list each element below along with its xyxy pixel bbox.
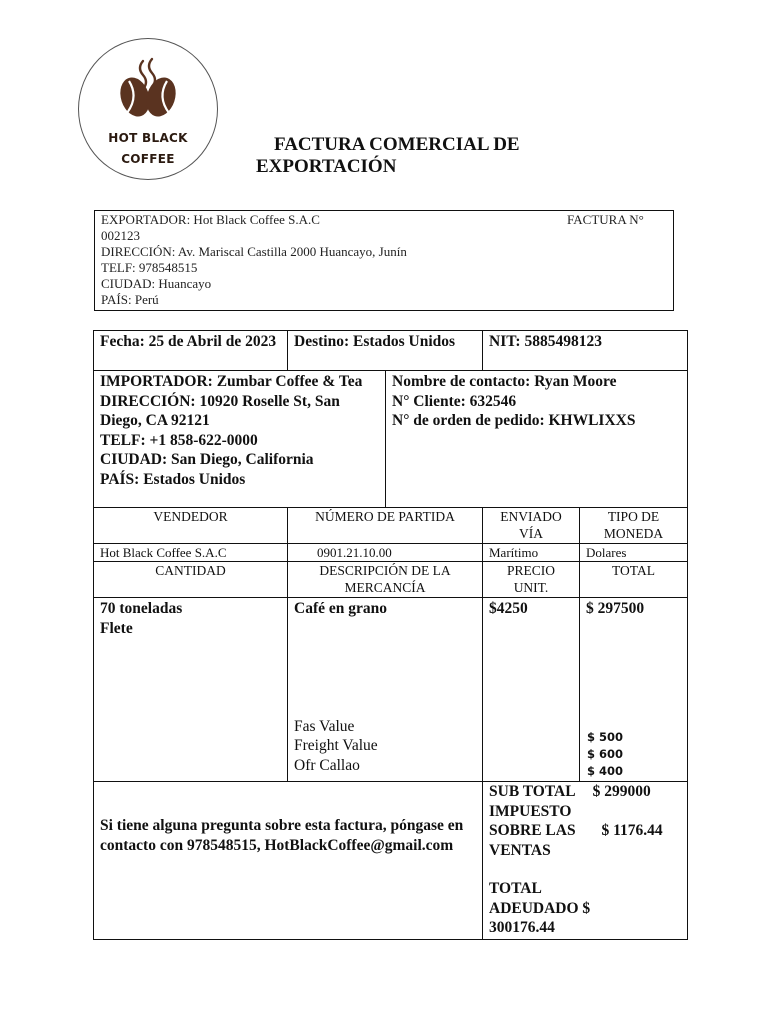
total-line1: $ 297500	[586, 600, 645, 617]
logo-text-line2: COFFEE	[121, 152, 175, 166]
shipped-via-header: ENVIADO VÍA	[483, 508, 580, 544]
total-due-label2: ADEUDADO $	[489, 899, 591, 917]
client-number: N° Cliente: 632546	[392, 392, 517, 410]
invoice-number: 002123	[101, 228, 140, 243]
logo-text-line1: HOT BLACK	[108, 131, 188, 145]
description-cell	[288, 598, 483, 782]
table-row	[94, 598, 688, 782]
exporter-phone: TELF: 978548515	[101, 260, 198, 275]
freight-value-label: Freight Value	[294, 737, 378, 754]
currency-value: Dolares	[580, 544, 688, 562]
invoice-number-label: FACTURA N°	[567, 212, 644, 227]
tax-value: $ 1176.44	[601, 822, 663, 839]
quantity-header: CANTIDAD	[94, 562, 288, 598]
tax-id: NIT: 5885498123	[483, 331, 688, 371]
importer-phone: TELF: +1 858-622-0000	[100, 431, 258, 449]
exporter-address: DIRECCIÓN: Av. Mariscal Castilla 2000 Huancayo, Junín	[101, 244, 407, 259]
ofr-amount: $ 400	[587, 764, 624, 778]
subtotal-label: SUB TOTAL	[489, 783, 575, 800]
table-row	[94, 371, 688, 508]
shipped-via-value: Marítimo	[483, 544, 580, 562]
fas-value-label: Fas Value	[294, 717, 355, 735]
quantity-cell	[94, 598, 288, 782]
subtotal-value: $ 299000	[592, 783, 651, 800]
description-line1: Café en grano	[294, 600, 387, 617]
subtotal-row	[489, 782, 681, 802]
ofr-callao-label: Ofr Callao	[294, 756, 360, 774]
fas-amount: $ 500	[587, 730, 624, 744]
importer-country: PAÍS: Estados Unidos	[100, 470, 246, 488]
contact-message: Si tiene alguna pregunta sobre esta factura, póngase en contacto con 978548515, HotBlackCoffee@gmail.com	[100, 817, 464, 854]
seller-header: VENDEDOR	[94, 508, 288, 544]
invoice-table	[93, 330, 688, 940]
exporter-country: PAÍS: Perú	[101, 292, 159, 307]
invoice-date: Fecha: 25 de Abril de 2023	[94, 331, 288, 371]
freight-amount: $ 600	[587, 747, 624, 761]
total-due-value: 300176.44	[489, 919, 555, 936]
company-logo	[78, 38, 218, 180]
total-cell	[580, 598, 688, 782]
description-header: DESCRIPCIÓN DE LA MERCANCÍA	[288, 562, 483, 598]
quantity-line1: 70 toneladas	[100, 600, 183, 617]
contact-name: Nombre de contacto: Ryan Moore	[392, 373, 617, 390]
exporter-name: EXPORTADOR: Hot Black Coffee S.A.C	[101, 212, 320, 227]
table-row	[94, 331, 688, 371]
currency-header: TIPO DE MONEDA	[580, 508, 688, 544]
contact-info	[386, 371, 688, 508]
total-due-label1: TOTAL	[489, 880, 542, 897]
quantity-line2: Flete	[100, 619, 133, 637]
table-row	[94, 782, 688, 940]
tariff-value: 0901.21.10.00	[288, 544, 483, 562]
importer-info	[94, 371, 386, 508]
totals-cell	[483, 782, 688, 940]
tax-label-line1: IMPUESTO	[489, 802, 572, 820]
tax-label-line2: SOBRE LAS	[489, 822, 576, 839]
tariff-header: NÚMERO DE PARTIDA	[288, 508, 483, 544]
table-row	[94, 562, 688, 598]
importer-name: IMPORTADOR: Zumbar Coffee & Tea	[100, 373, 363, 390]
freight-amounts	[587, 729, 623, 780]
unit-price-header: PRECIO UNIT.	[483, 562, 580, 598]
importer-address: DIRECCIÓN: 10920 Roselle St, San Diego, CA 92121	[100, 392, 340, 429]
importer-city: CIUDAD: San Diego, California	[100, 451, 314, 468]
exporter-city: CIUDAD: Huancayo	[101, 276, 212, 291]
total-header: TOTAL	[580, 562, 688, 598]
destination: Destino: Estados Unidos	[288, 331, 483, 371]
seller-value: Hot Black Coffee S.A.C	[94, 544, 288, 562]
table-row	[94, 508, 688, 544]
title-line1: FACTURA COMERCIAL DE	[274, 134, 520, 155]
unit-price-cell: $4250	[483, 598, 580, 782]
table-row	[94, 544, 688, 562]
freight-breakdown	[294, 717, 378, 776]
title-line2: EXPORTACIÓN	[256, 156, 397, 177]
document-title	[256, 134, 616, 178]
exporter-row	[101, 212, 667, 228]
order-number: N° de orden de pedido: KHWLIXXS	[392, 412, 636, 429]
tax-label-line3: VENTAS	[489, 841, 551, 859]
tax-row	[489, 821, 681, 841]
exporter-box	[94, 210, 674, 311]
contact-message-cell	[94, 782, 483, 940]
spacer	[489, 860, 681, 879]
